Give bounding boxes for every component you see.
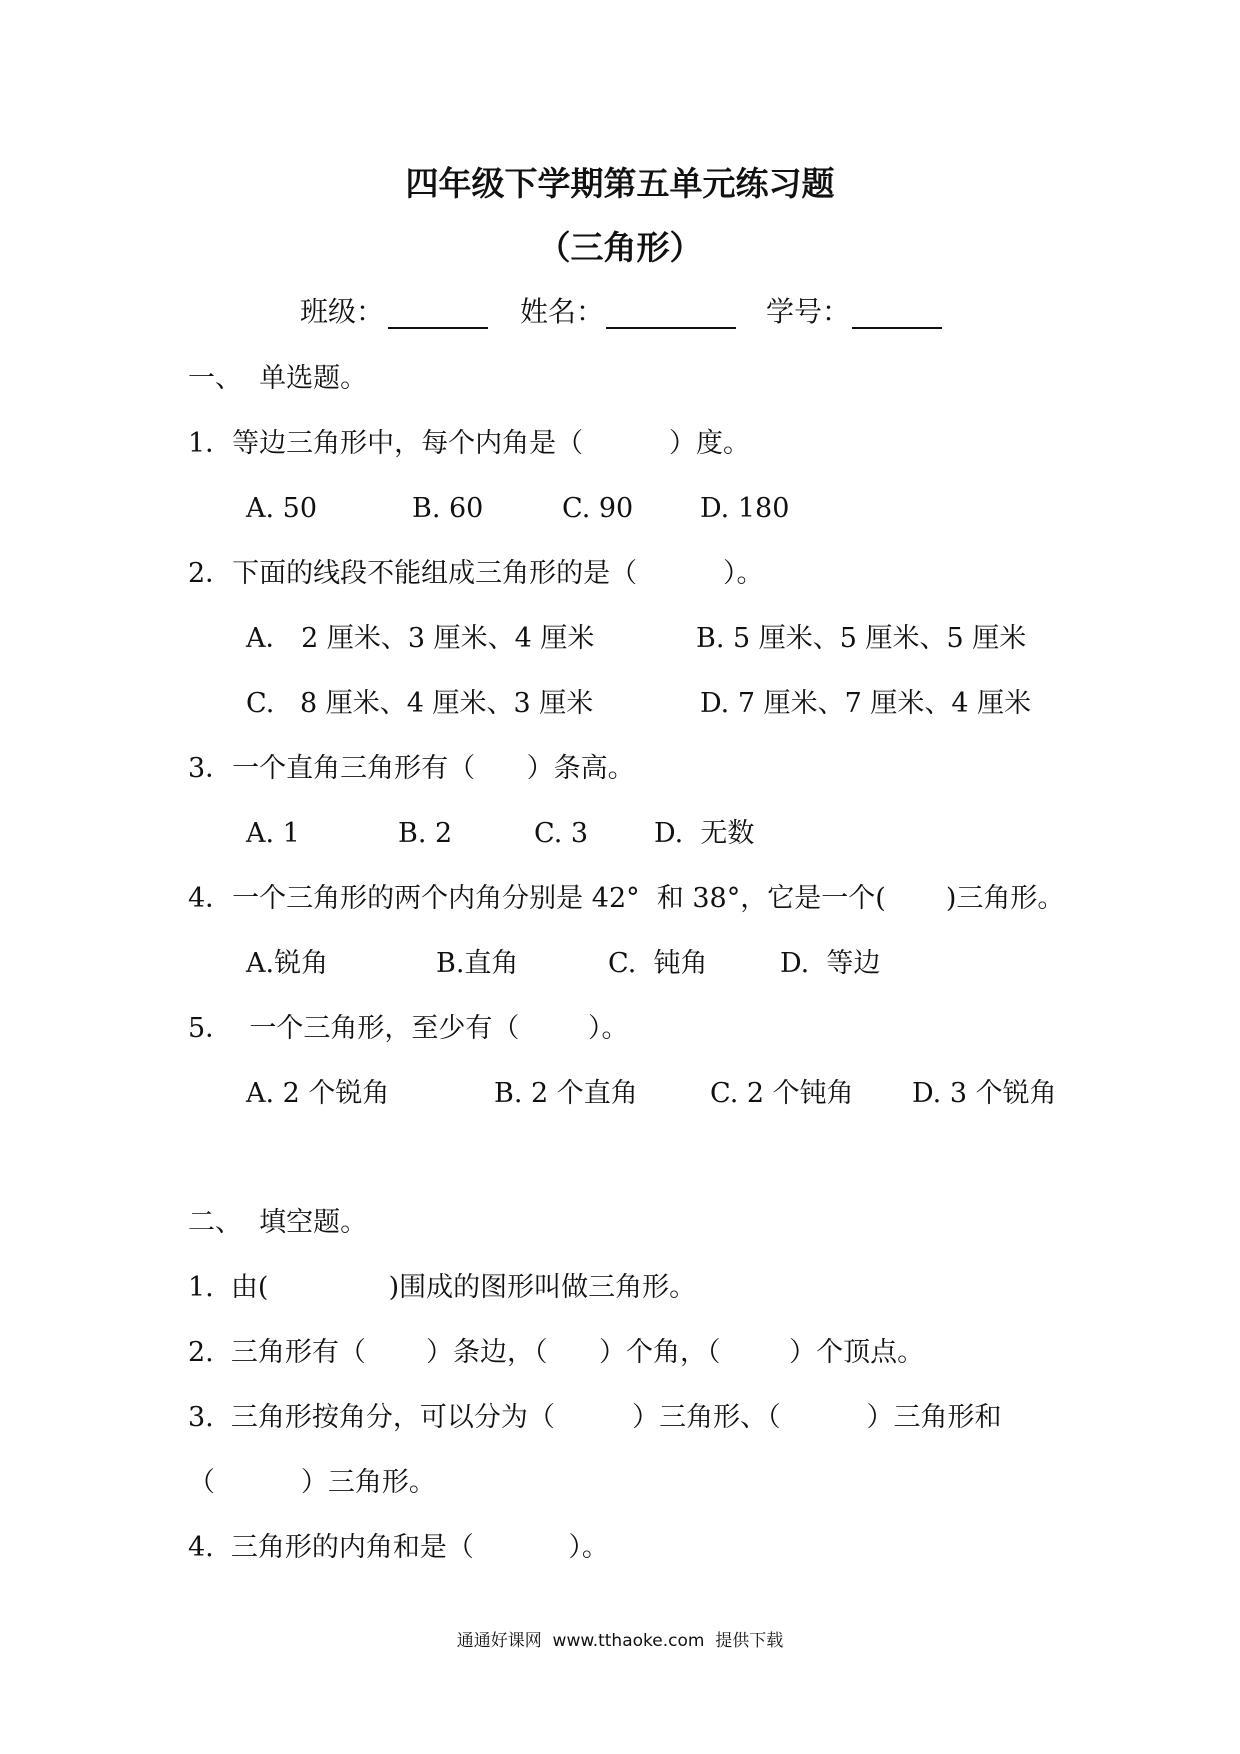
fill-blank-line: 2. 三角形有（ ）条边，（ ）个角，（ ）个顶点。 [188, 1337, 925, 1368]
option-c: C. 钝角 [608, 948, 708, 979]
question-text: 2．下面的线段不能组成三角形的是（ ）。 [188, 558, 764, 589]
option-b: B. 60 [412, 493, 484, 524]
page-footer: 通通好课网 www.tthaoke.com 提供下载 [456, 1631, 784, 1651]
question-text: 4．一个三角形的两个内角分别是 42° 和 38°，它是一个( )三角形。 [188, 883, 1065, 914]
name-label: 姓名： [520, 295, 605, 328]
option-b: B. 2 个直角 [494, 1078, 638, 1109]
option-a: A. 50 [246, 493, 318, 524]
name-blank[interactable] [606, 327, 736, 329]
option-c: C. 2 个钝角 [710, 1078, 854, 1109]
fill-blank-line: 4. 三角形的内角和是（ ）。 [188, 1532, 609, 1563]
fill-blank-line: （ ）三角形。 [188, 1467, 436, 1498]
option-a: A. 2 个锐角 [246, 1078, 390, 1109]
option-a: A.锐角 [246, 948, 329, 979]
option-d: D. 等边 [780, 948, 881, 979]
option-b: B.直角 [436, 948, 519, 979]
fill-blank-line: 3. 三角形按角分，可以分为（ ）三角形、（ ）三角形和 [188, 1402, 1002, 1433]
class-label: 班级： [300, 295, 385, 328]
option-b: B. 5 厘米、5 厘米、5 厘米 [696, 623, 1027, 654]
fill-blank-line: 1. 由( )围成的图形叫做三角形。 [188, 1272, 697, 1303]
option-c: C. 8 厘米、4 厘米、3 厘米 [246, 688, 594, 719]
worksheet-title: 四年级下学期第五单元练习题 [405, 164, 835, 203]
question-text: 1．等边三角形中，每个内角是（ ）度。 [188, 428, 751, 459]
option-c: C. 90 [562, 493, 634, 524]
question-text: 3．一个直角三角形有（ ）条高。 [188, 753, 635, 784]
option-a: A. 1 [246, 818, 300, 849]
option-b: B. 2 [398, 818, 453, 849]
option-d: D. 3 个锐角 [912, 1078, 1057, 1109]
section-heading-single-choice: 一、 单选题。 [188, 363, 368, 394]
question-text: 5． 一个三角形，至少有（ ）。 [188, 1013, 629, 1044]
option-d: D. 7 厘米、7 厘米、4 厘米 [700, 688, 1032, 719]
student-id-blank[interactable] [852, 327, 942, 329]
option-d: D. 无数 [654, 818, 755, 849]
class-blank[interactable] [388, 327, 488, 329]
option-d: D. 180 [700, 493, 790, 524]
option-a: A． 2 厘米、3 厘米、4 厘米 [246, 623, 595, 654]
option-c: C. 3 [534, 818, 589, 849]
section-heading-fill-blank: 二、 填空题。 [188, 1207, 368, 1238]
student-id-label: 学号： [766, 295, 851, 328]
worksheet-subtitle: （三角形） [537, 228, 703, 267]
